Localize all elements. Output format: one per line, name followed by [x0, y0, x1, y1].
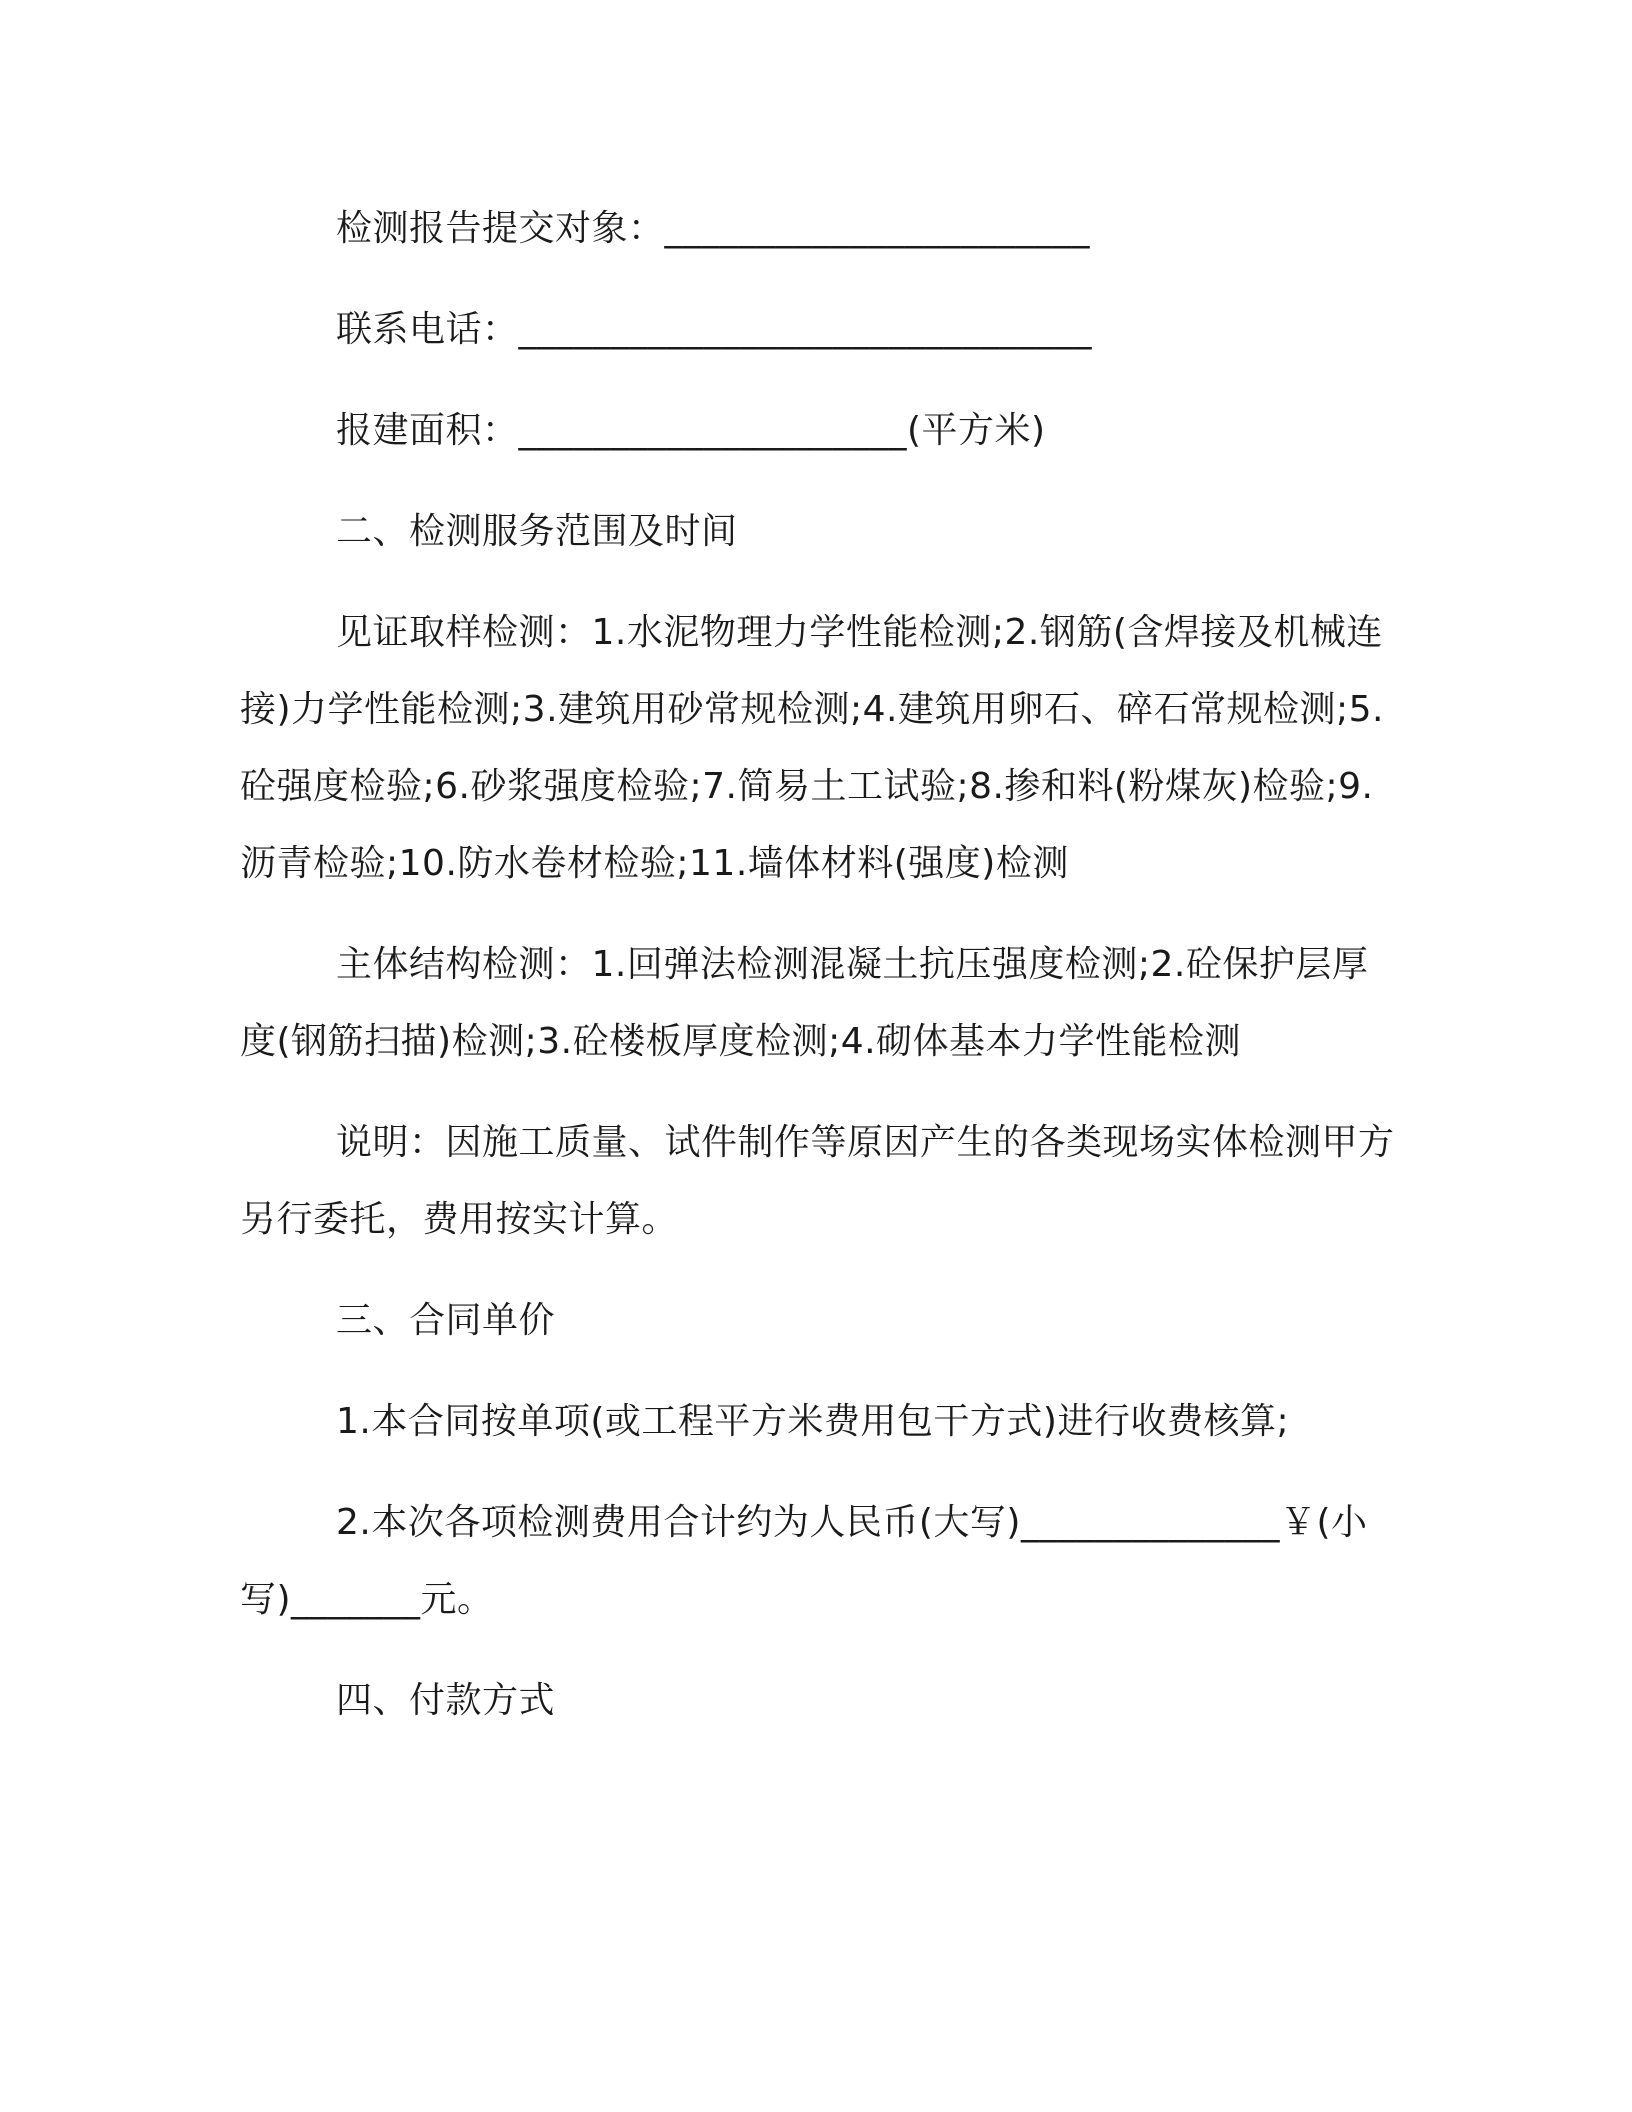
document-body — [240, 190, 1400, 1763]
contact-phone-line: 联系电话：_______________________________ — [336, 309, 1093, 350]
section-heading-scope: 二、检测服务范围及时间 — [336, 511, 738, 552]
main-structure-paragraph: 主体结构检测：1.回弹法检测混凝土抗压强度检测;2.砼保护层厚度(钢筋扫描)检测;3.砼楼板厚度检测;4.砌体基本力学性能检测 — [240, 944, 1369, 1062]
unit-price-item-2: 2.本次各项检测费用合计约为人民币(大写)______________￥(小写)_______元。 — [240, 1502, 1368, 1620]
witness-sampling-paragraph: 见证取样检测：1.水泥物理力学性能检测;2.钢筋(含焊接及机械连接)力学性能检测;3.建筑用砂常规检测;4.建筑用卵石、碎石常规检测;5.砼强度检验;6.砂浆强度检验;7.简易土工试验;8.掺和料(粉煤灰)检验;9.沥青检验;10.防水卷材检验;11.墙体材料(强度)检测 — [240, 612, 1384, 884]
note-paragraph: 说明：因施工质量、试件制作等原因产生的各类现场实体检测甲方另行委托，费用按实计算。 — [240, 1122, 1395, 1240]
report-recipient-line: 检测报告提交对象：_______________________ — [336, 208, 1091, 249]
section-heading-unit-price: 三、合同单价 — [336, 1300, 556, 1341]
section-heading-payment: 四、付款方式 — [336, 1680, 556, 1721]
building-area-line: 报建面积：_____________________(平方米) — [336, 410, 1046, 451]
unit-price-item-1: 1.本合同按单项(或工程平方米费用包干方式)进行收费核算; — [336, 1401, 1290, 1442]
